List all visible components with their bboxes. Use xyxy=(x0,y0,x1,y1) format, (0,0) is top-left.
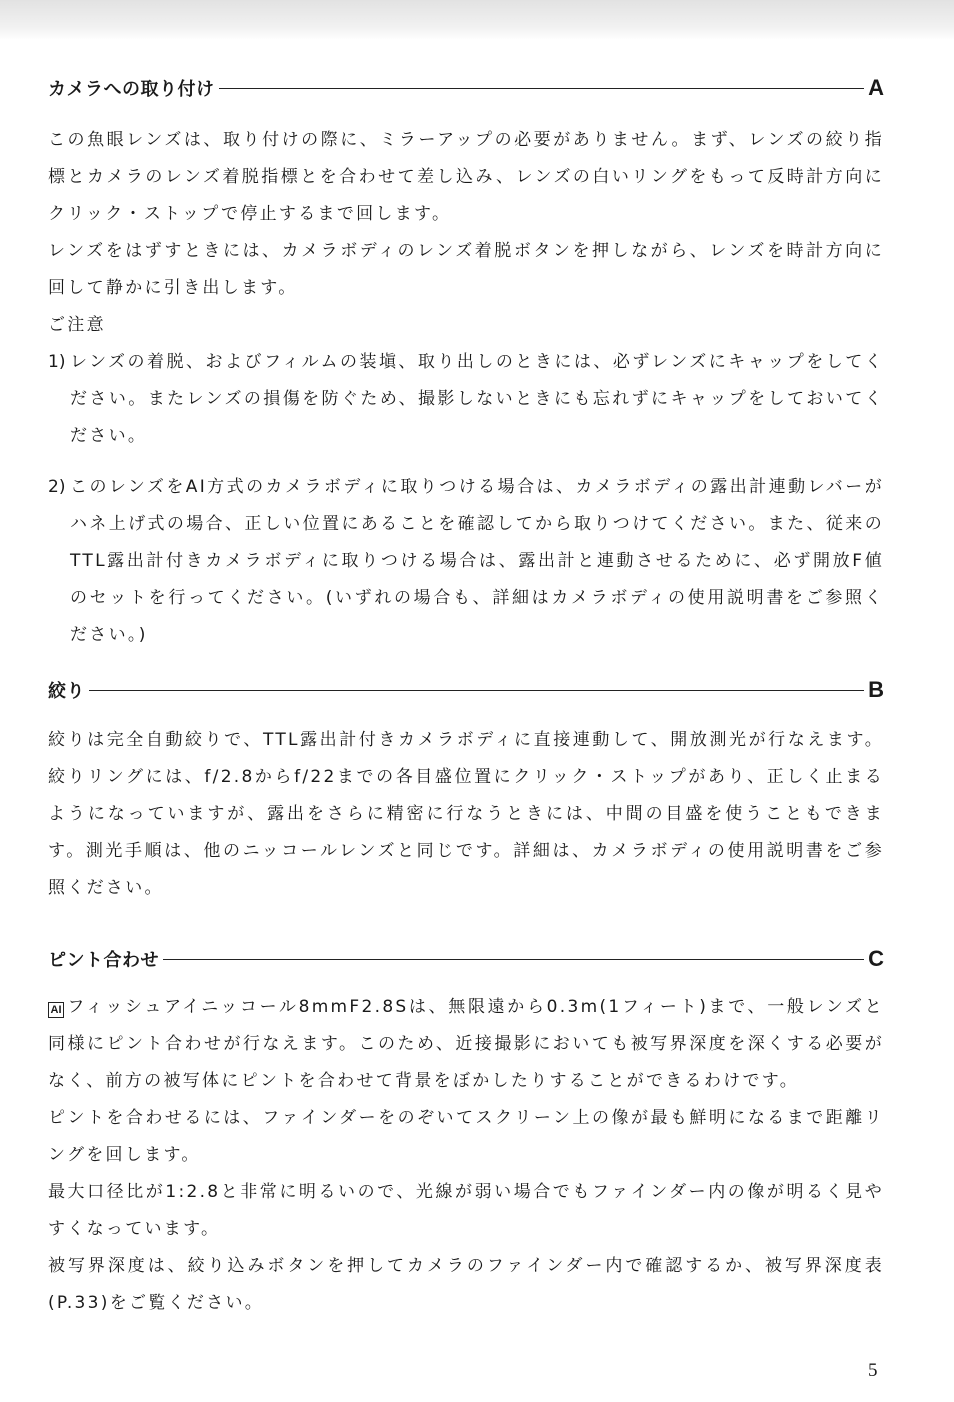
section-title: ピント合わせ xyxy=(48,950,159,971)
scan-top-band xyxy=(0,0,954,40)
note-text: レンズの着脱、およびフィルムの装塡、取り出しのときには、必ずレンズにキャップをしてください。またレンズの損傷を防ぐため、撮影しないときにも忘れずにキャップをしておいてください。 xyxy=(70,352,884,446)
caution-label: ご注意 xyxy=(48,315,106,335)
note-text: このレンズをAI方式のカメラボディに取りつける場合は、カメラボディの露出計連動レバーがハネ上げ式の場合、正しい位置にあることを確認してから取りつけてください。また、従来のTTL露出計付きカメラボディに取りつける場合は、露出計と連動させるために、必ず開放F値のセットを行ってください。(いずれの場合も、詳細はカメラボディの使用説明書をご参照ください。) xyxy=(70,477,884,645)
section-title: カメラへの取り付け xyxy=(48,79,215,100)
paragraph xyxy=(48,989,884,1100)
paragraph: 被写界深度は、絞り込みボタンを押してカメラのファインダー内で確認するか、被写界深度表(P.33)をご覧ください。 xyxy=(48,1256,884,1313)
section-focusing xyxy=(48,941,884,1322)
section-letter: A xyxy=(868,75,884,100)
section-heading xyxy=(48,941,884,977)
paragraph: この魚眼レンズは、取り付けの際に、ミラーアップの必要がありません。まず、レンズの絞り指標とカメラのレンズ着脱指標とを合わせて差し込み、レンズの白いリングをもって反時計方向にクリック・ストップで停止するまで回します。 xyxy=(48,130,884,224)
paragraph: 絞りは完全自動絞りで、TTL露出計付きカメラボディに直接連動して、開放測光が行なえます。絞りリングには、f/2.8からf/22までの各目盛位置にクリック・ストップがあり、正しく止まるようになっていますが、露出をさらに精密に行なうときには、中間の目盛を使うこともできます。測光手順は、他のニッコールレンズと同じです。詳細は、カメラボディの使用説明書をご参照ください。 xyxy=(48,730,884,898)
paragraph-text: フィッシュアイニッコール8mmF2.8Sは、無限遠から0.3m(1フィート)まで、一般レンズと同様にピント合わせが行なえます。このため、近接撮影においても被写界深度を深くする必要がなく、前方の被写体にピントを合わせて背景をぼかしたりすることができるわけです。 xyxy=(48,997,884,1091)
section-mounting xyxy=(48,70,884,654)
heading-rule xyxy=(89,690,864,691)
section-heading xyxy=(48,672,884,708)
section-title: 絞り xyxy=(48,681,85,702)
paragraph: レンズをはずすときには、カメラボディのレンズ着脱ボタンを押しながら、レンズを時計方向に回して静かに引き出します。 xyxy=(48,241,884,298)
caution-note xyxy=(48,344,884,455)
page-number: 5 xyxy=(868,1360,878,1381)
section-letter: B xyxy=(868,677,884,702)
section-aperture xyxy=(48,672,884,907)
paragraph: ピントを合わせるには、ファインダーをのぞいてスクリーン上の像が最も鮮明になるまで距離リングを回します。 xyxy=(48,1108,884,1165)
heading-rule xyxy=(163,959,864,960)
note-number: 2) xyxy=(48,477,66,497)
ai-badge-icon: AI xyxy=(48,1002,64,1018)
heading-rule xyxy=(219,88,865,89)
section-letter: C xyxy=(868,946,884,971)
section-heading xyxy=(48,70,884,106)
note-number: 1) xyxy=(48,352,66,372)
manual-page xyxy=(48,70,884,1322)
paragraph: 最大口径比が1:2.8と非常に明るいので、光線が弱い場合でもファインダー内の像が明るく見やすくなっています。 xyxy=(48,1182,884,1239)
caution-note xyxy=(48,469,884,654)
